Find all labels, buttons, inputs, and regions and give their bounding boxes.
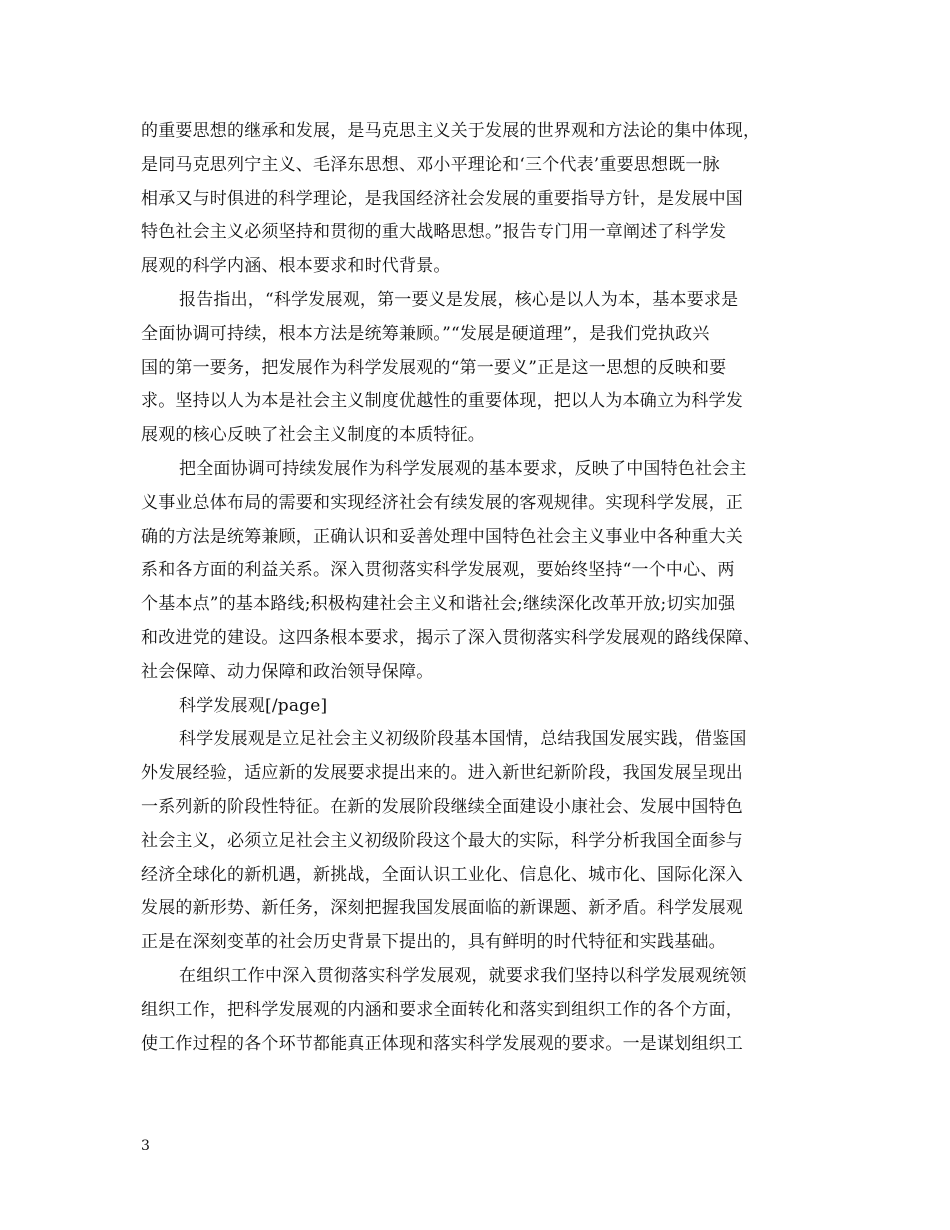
text-line: 确的方法是统筹兼顾，正确认识和妥善处理中国特色社会主义事业中各种重大关	[141, 526, 743, 547]
text-line: 外发展经验，适应新的发展要求提出来的。进入新世纪新阶段，我国发展呈现出	[141, 763, 743, 784]
text-line: 发展的新形势、新任务，深刻把握我国发展面临的新课题、新矛盾。科学发展观	[141, 898, 743, 919]
text-line: 展观的科学内涵、根本要求和时代背景。	[141, 256, 451, 277]
text-line: 义事业总体布局的需要和实现经济社会有续发展的客观规律。实现科学发展，正	[141, 492, 743, 513]
text-line: 科学发展观[/page]	[179, 695, 328, 716]
text-line: 的重要思想的继承和发展，是马克思主义关于发展的世界观和方法论的集中体现，	[141, 121, 761, 141]
text-line: 相承又与时俱进的科学理论，是我国经济社会发展的重要指导方针，是发展中国	[141, 188, 743, 209]
text-line: 系和各方面的利益关系。深入贯彻落实科学发展观，要始终坚持“一个中心、两	[141, 560, 735, 581]
text-line: 和改进党的建设。这四条根本要求，揭示了深入贯彻落实科学发展观的路线保障、	[141, 627, 761, 648]
text-line: 使工作过程的各个环节都能真正体现和落实科学发展观的要求。一是谋划组织工	[141, 1033, 743, 1054]
text-line: 求。坚持以人为本是社会主义制度优越性的重要体现，把以人为本确立为科学发	[141, 391, 743, 412]
text-line: 社会主义，必须立足社会主义初级阶段这个最大的实际，科学分析我国全面参与	[141, 830, 743, 851]
text-line: 是同马克思列宁主义、毛泽东思想、邓小平理论和‘三个代表’重要思想既一脉	[141, 154, 720, 175]
text-line: 报告指出，“科学发展观，第一要义是发展，核心是以人为本，基本要求是	[179, 289, 739, 310]
text-line: 组织工作，把科学发展观的内涵和要求全面转化和落实到组织工作的各个方面，	[141, 999, 743, 1020]
text-line: 个基本点”的基本路线;积极构建社会主义和谐社会;继续深化改革开放;切实加强	[141, 594, 736, 615]
text-line: 一系列新的阶段性特征。在新的发展阶段继续全面建设小康社会、发展中国特色	[141, 796, 743, 817]
text-line: 特色社会主义必须坚持和贯彻的重大战略思想。”报告专门用一章阐述了科学发	[141, 222, 727, 243]
text-line: 经济全球化的新机遇，新挑战，全面认识工业化、信息化、城市化、国际化深入	[141, 864, 743, 885]
text-line: 社会保障、动力保障和政治领导保障。	[141, 661, 434, 682]
text-line: 全面协调可持续，根本方法是统筹兼顾。”“发展是硬道理”，是我们党执政兴	[141, 323, 710, 344]
page-number: 3	[141, 1138, 150, 1154]
text-line: 国的第一要务，把发展作为科学发展观的“第一要义”正是这一思想的反映和要	[141, 357, 727, 378]
text-line: 在组织工作中深入贯彻落实科学发展观，就要求我们坚持以科学发展观统领	[179, 965, 747, 986]
text-line: 把全面协调可持续发展作为科学发展观的基本要求，反映了中国特色社会主	[179, 458, 747, 479]
text-line: 科学发展观是立足社会主义初级阶段基本国情，总结我国发展实践，借鉴国	[179, 729, 747, 750]
text-line: 展观的核心反映了社会主义制度的本质特征。	[141, 425, 485, 446]
text-line: 正是在深刻变革的社会历史背景下提出的，具有鲜明的时代特征和实践基础。	[141, 932, 726, 953]
document-body	[141, 115, 841, 1061]
